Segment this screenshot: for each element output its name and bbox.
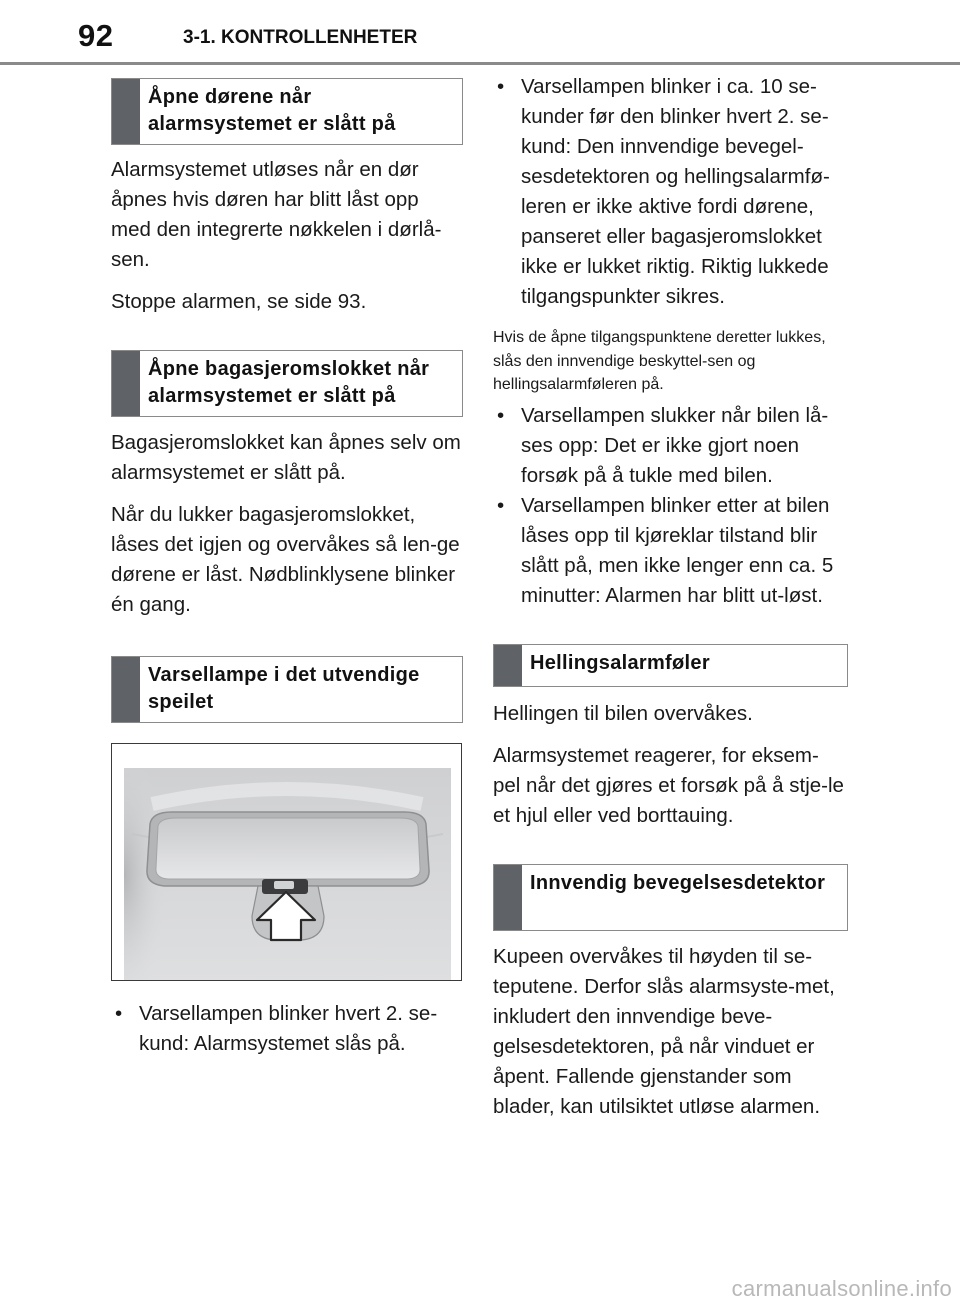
page-number: 92 — [78, 18, 114, 53]
section-title: Hellingsalarmføler — [530, 651, 710, 674]
section-marker-bar — [112, 351, 140, 416]
header-divider — [0, 62, 960, 65]
paragraph: Når du lukker bagasjeromslokket, låses det igjen og overvåkes så len-ge dørene er låst. Nødblinklysene blinker én gang. — [111, 503, 460, 616]
bullet-text: Varsellampen blinker hvert 2. se-kund: Alarmsystemet slås på. — [139, 1002, 438, 1055]
bullet-item — [493, 491, 845, 611]
right-column — [493, 72, 845, 1122]
section-marker-bar — [112, 79, 140, 144]
bullet-icon: • — [497, 75, 505, 98]
section-marker-bar — [494, 645, 522, 686]
paragraph: Alarmsystemet reagerer, for eksem-pel når det gjøres et forsøk på å stje-le et hjul eller ved borttauing. — [493, 743, 844, 827]
bullet-icon: • — [115, 1002, 123, 1025]
rearview-mirror-illustration — [112, 744, 462, 981]
chapter-title: 3-1. KONTROLLENHETER — [183, 27, 418, 48]
paragraph: Kupeen overvåkes til høyden til se-teputene. Derfor slås alarmsyste-met, inkludert den innvendige beve-gelsesdetektoren, på når vinduet er åpent. Fallende gjenstander som blader, kan utilsiktet utløse alarmen. — [493, 944, 835, 1118]
bullet-text: Varsellampen blinker etter at bilen låses opp til kjøreklar tilstand blir slått på, men ikke lenger enn ca. 5 minutter: Alarmen har blitt ut-løst. — [521, 493, 834, 607]
bullet-icon: • — [497, 403, 505, 427]
bullet-item — [493, 72, 845, 312]
section-title: Innvendig bevegelsesdetektor — [530, 871, 826, 894]
bullet-item — [493, 401, 845, 491]
bullet-text: Varsellampen slukker når bilen lå-ses opp: Det er ikke gjort noen forsøk på å tukle med bilen. — [521, 403, 829, 487]
section-heading-trunk — [111, 350, 463, 417]
paragraph: Stoppe alarmen, se side 93. — [111, 290, 367, 313]
watermark: carmanualsonline.info — [731, 1276, 952, 1301]
note-text: Hvis de åpne tilgangspunktene deretter lukkes, slås den innvendige beskyttel-sen og hellingsalarmføleren på. — [493, 329, 826, 393]
bullet-item — [111, 999, 463, 1059]
paragraph: Bagasjeromslokket kan åpnes selv om alarmsystemet er slått på. — [111, 431, 461, 484]
section-title: Åpne dørene når alarmsystemet er slått på — [148, 86, 396, 135]
bullet-icon: • — [497, 493, 505, 517]
mirror-glass — [156, 818, 420, 879]
paragraph: Alarmsystemet utløses når en dør åpnes hvis døren har blitt låst opp med den integrerte nøkkelen i dørlå-sen. — [111, 158, 442, 271]
section-title: Varsellampe i det utvendige speilet — [148, 664, 420, 713]
bullet-text: Varsellampen blinker i ca. 10 se-kunder før den blinker hvert 2. se-kund: Den innvendige bevegel-sesdetektoren og hellingsalarmfø-leren er ikke aktive fordi dørene, panseret eller bagasjeromslokket ikke er lukket riktig. Riktig lukkede tilgangspunkter sikres. — [521, 75, 830, 308]
paragraph: Hellingen til bilen overvåkes. — [493, 701, 753, 725]
section-heading-tilt-sensor — [493, 644, 848, 687]
section-heading-doors — [111, 78, 463, 145]
rearview-mirror-figure — [111, 743, 462, 981]
left-column — [111, 78, 463, 1059]
section-marker-bar — [112, 657, 140, 722]
section-heading-motion-detector — [493, 864, 848, 931]
section-title: Åpne bagasjeromslokket når alarmsystemet er slått på — [148, 358, 430, 407]
page-header — [0, 0, 960, 66]
section-marker-bar — [494, 865, 522, 930]
section-heading-mirror-lamp — [111, 656, 463, 723]
